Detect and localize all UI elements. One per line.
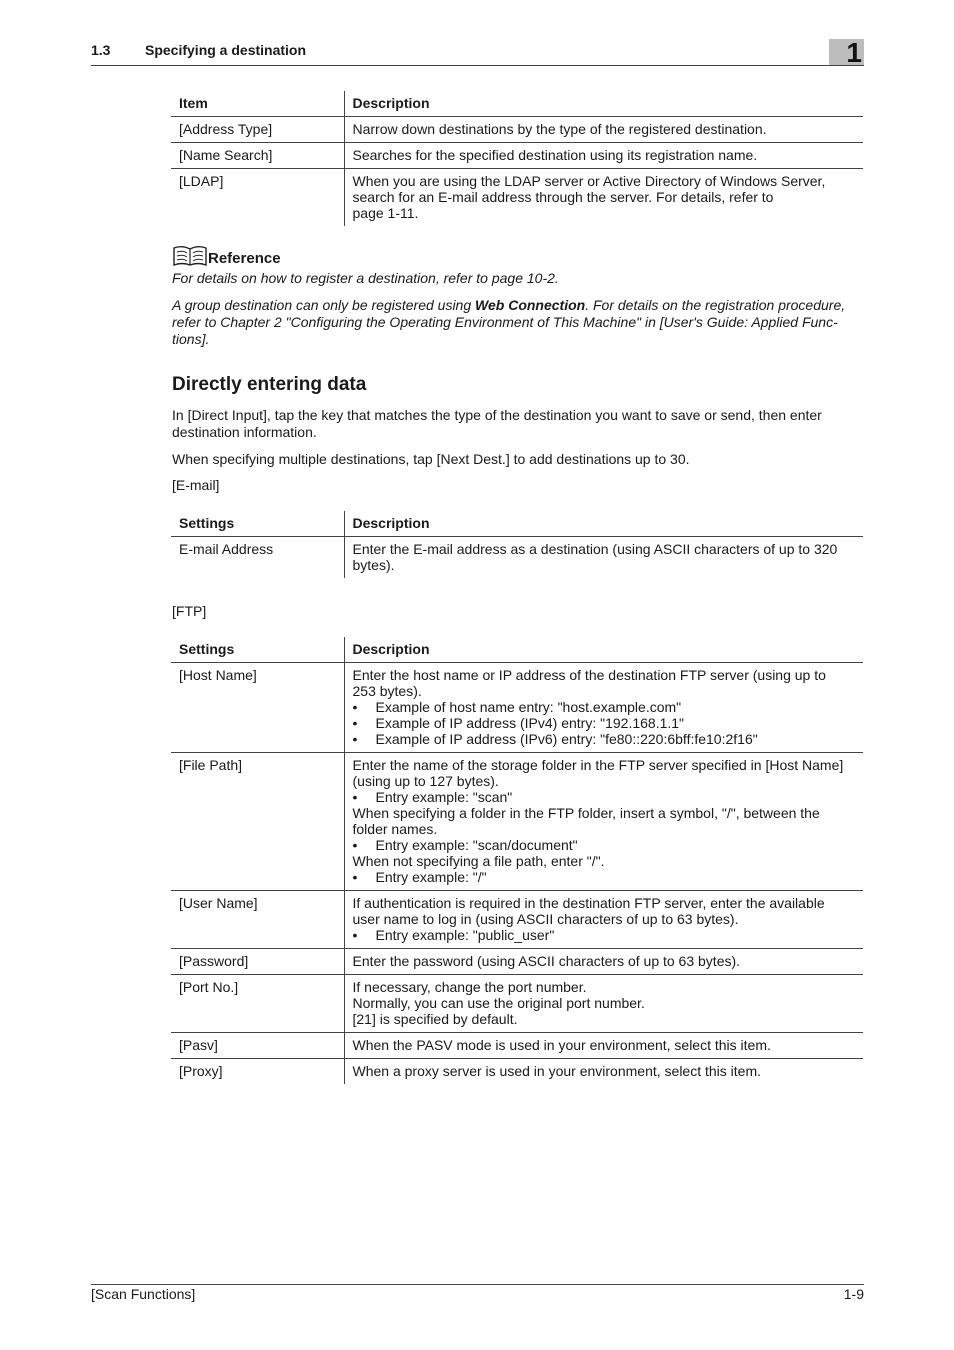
section-title-header: Specifying a destination bbox=[145, 42, 307, 58]
table-row bbox=[171, 143, 863, 169]
desc-line: bytes). bbox=[352, 557, 395, 573]
desc-line: If authentication is required in the destination FTP server, enter the available bbox=[352, 895, 825, 911]
desc-line: 253 bytes). bbox=[352, 683, 422, 699]
table-row bbox=[171, 663, 863, 753]
row-item: [LDAP] bbox=[171, 169, 344, 227]
row-item: [User Name] bbox=[171, 891, 344, 949]
chapter-number: 1 bbox=[846, 37, 862, 68]
desc-line: search for an E-mail address through the server. For details, refer to bbox=[352, 189, 774, 205]
table-header-row bbox=[171, 91, 863, 117]
table-row bbox=[171, 537, 863, 579]
footer-rule bbox=[91, 1284, 864, 1285]
reference-text bbox=[172, 297, 864, 348]
email-label: [E-mail] bbox=[172, 477, 220, 493]
column-header: Settings bbox=[171, 637, 344, 663]
row-item: [Port No.] bbox=[171, 975, 344, 1033]
table-row bbox=[171, 117, 863, 143]
row-description bbox=[344, 663, 863, 753]
table-header-row bbox=[171, 511, 863, 537]
ftp-label: [FTP] bbox=[172, 603, 207, 619]
desc-line: If necessary, change the port number. bbox=[352, 979, 587, 995]
paragraph: In [Direct Input], tap the key that matches the type of the destination you want to save or send, then enter destination information. bbox=[172, 407, 822, 440]
column-header: Description bbox=[344, 91, 863, 117]
text-span: . For details on the registration procedure, refer to Chapter 2 "Configuring the Operating Environment of This Machine" in [User's Guide: Applied Func-tions]. bbox=[172, 297, 846, 347]
column-header: Item bbox=[171, 91, 344, 117]
web-connection-term: Web Connection bbox=[475, 297, 586, 313]
column-header: Description bbox=[344, 637, 863, 663]
row-item: [Pasv] bbox=[171, 1033, 344, 1059]
reference-text: For details on how to register a destination, refer to page 10-2. bbox=[172, 270, 559, 286]
table-header-row bbox=[171, 637, 863, 663]
row-item: [Password] bbox=[171, 949, 344, 975]
desc-line: (using up to 127 bytes). bbox=[352, 773, 499, 789]
desc-line: Enter the E-mail address as a destination (using ASCII characters of up to 320 bbox=[352, 541, 838, 557]
row-item: [File Path] bbox=[171, 753, 344, 891]
row-description bbox=[344, 891, 863, 949]
desc-line: When you are using the LDAP server or Active Directory of Windows Server, bbox=[352, 173, 826, 189]
row-description bbox=[344, 753, 863, 891]
row-description bbox=[344, 949, 863, 975]
bullet-item: • Entry example: "/" bbox=[353, 869, 856, 885]
email-settings-table bbox=[171, 511, 863, 578]
bullet-item: • Example of host name entry: "host.example.com" bbox=[353, 699, 856, 715]
desc-line: Enter the host name or IP address of the destination FTP server (using up to bbox=[352, 667, 826, 683]
table-row bbox=[171, 949, 863, 975]
column-header: Description bbox=[344, 511, 863, 537]
bullet-item: • Example of IP address (IPv4) entry: "192.168.1.1" bbox=[353, 715, 856, 731]
bullet-item: • Entry example: "scan" bbox=[353, 789, 856, 805]
table-row bbox=[171, 891, 863, 949]
table-row bbox=[171, 1033, 863, 1059]
desc-line: Enter the name of the storage folder in the FTP server specified in [Host Name] bbox=[352, 757, 844, 773]
reference-label: Reference bbox=[208, 250, 281, 267]
row-description: Searches for the specified destination using its registration name. bbox=[344, 143, 863, 169]
table-row bbox=[171, 169, 863, 227]
desc-line: folder names. bbox=[352, 821, 438, 837]
row-item: [Proxy] bbox=[171, 1059, 344, 1085]
row-description bbox=[344, 537, 863, 579]
paragraph: When specifying multiple destinations, tap [Next Dest.] to add destinations up to 30. bbox=[172, 451, 690, 467]
page-number: 1-9 bbox=[843, 1286, 864, 1302]
desc-line: [21] is specified by default. bbox=[352, 1011, 518, 1027]
bullet-item: • Example of IP address (IPv6) entry: "fe80::220:6bff:fe10:2f16" bbox=[353, 731, 856, 747]
row-description bbox=[344, 1059, 863, 1085]
desc-line: When the PASV mode is used in your environment, select this item. bbox=[352, 1037, 771, 1053]
bullet-item: • Entry example: "scan/document" bbox=[353, 837, 856, 853]
chapter-tab bbox=[829, 37, 864, 68]
table-row bbox=[171, 1059, 863, 1085]
row-description bbox=[344, 1033, 863, 1059]
item-description-table bbox=[171, 91, 863, 226]
book-icon bbox=[173, 244, 207, 266]
row-item: [Name Search] bbox=[171, 143, 344, 169]
row-item: [Address Type] bbox=[179, 121, 273, 137]
row-description bbox=[344, 975, 863, 1033]
desc-line: Enter the password (using ASCII characters of up to 63 bytes). bbox=[352, 953, 741, 969]
desc-line: When not specifying a file path, enter "/". bbox=[352, 853, 605, 869]
desc-line: user name to log in (using ASCII characters of up to 63 bytes). bbox=[352, 911, 739, 927]
desc-line: When specifying a folder in the FTP folder, insert a symbol, "/", between the bbox=[352, 805, 820, 821]
row-description: Narrow down destinations by the type of the registered destination. bbox=[344, 117, 863, 143]
header-rule bbox=[91, 65, 864, 66]
desc-line: Normally, you can use the original port number. bbox=[352, 995, 645, 1011]
desc-line: page 1-11. bbox=[352, 205, 419, 221]
column-header: Settings bbox=[171, 511, 344, 537]
section-number: 1.3 bbox=[91, 42, 111, 58]
table-row bbox=[171, 753, 863, 891]
table-row bbox=[171, 975, 863, 1033]
ftp-settings-table bbox=[171, 637, 863, 1084]
bullet-item: • Entry example: "public_user" bbox=[353, 927, 856, 943]
footer-manual-name: [Scan Functions] bbox=[91, 1286, 196, 1302]
text-span: A group destination can only be registered using bbox=[172, 297, 476, 313]
row-description bbox=[344, 169, 863, 227]
desc-line: When a proxy server is used in your environment, select this item. bbox=[352, 1063, 762, 1079]
row-item: [Host Name] bbox=[179, 667, 257, 683]
row-item: E-mail Address bbox=[179, 541, 274, 557]
section-heading: Directly entering data bbox=[172, 374, 367, 395]
